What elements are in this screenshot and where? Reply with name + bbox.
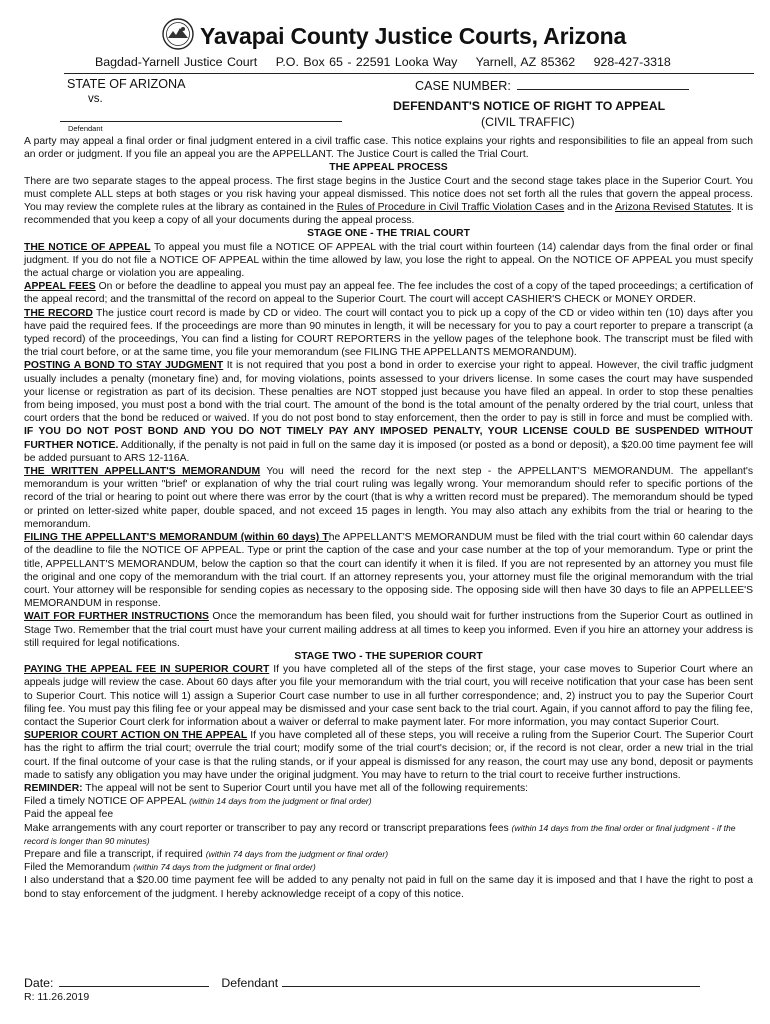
stage-one-heading: STAGE ONE - THE TRIAL COURT — [307, 228, 470, 240]
versus-label: vs. — [88, 93, 103, 105]
page-title: Yavapai County Justice Courts, Arizona — [200, 23, 627, 49]
acknowledgement-paragraph: I also understand that a $20.00 time payment fee will be added to any penalty not paid in full on the same day it is imposed and that I have the right to post a bond to stay enforcement of the judgment. I hereby acknowledge receipt of a copy of this notice. — [24, 875, 753, 900]
section-heading: PAYING THE APPEAL FEE IN SUPERIOR COURT — [24, 664, 270, 676]
appeal-process-text: and in the — [567, 202, 613, 214]
date-field[interactable] — [59, 975, 209, 987]
header-divider — [64, 73, 754, 74]
requirement-text: Prepare and file a transcript, if required — [24, 848, 203, 860]
notice-body — [24, 135, 753, 901]
requirement-text: Filed the Memorandum — [24, 862, 131, 874]
requirement-note: (within 14 days from the judgment or final order) — [189, 796, 372, 807]
county-seal-icon — [162, 18, 194, 50]
notice-of-appeal-section — [24, 241, 753, 281]
case-number-field[interactable] — [517, 78, 689, 90]
section-text: Additionally, if the penalty is not paid in full on the same day it is imposed (or posted as a bond or deposit), a $20.00 time payment fee will be added pursuant to ARS 12-116A. — [24, 439, 753, 464]
memorandum-section — [24, 465, 753, 531]
section-heading: SUPERIOR COURT ACTION ON THE APPEAL — [24, 730, 248, 742]
section-text: he APPELLANT'S MEMORANDUM must be filed with the trial court within 60 calendar days of the deadline to file the NOTICE OF APPEAL. Type or print the caption of the case and your case number at the top of your memorandum. Type or print the title, APPELLANT'S MEMORANDUM, below the caption so that the court can identify it when it is filed. If you are not represented by an attorney you must file the original and one copy of the memorandum with the trial court. If an attorney represents you, your attorney must file the original memorandum with the trial court. Your attorney will be responsible for sending copies as necessary to the opposing side. The opposing side will then have 30 days to file an APPELLEE'S MEMORANDUM in response. — [24, 532, 753, 610]
section-text: To appeal you must file a NOTICE OF APPEAL with the trial court within fourteen (14) calendar days from the final order or final judgment. If you do not file a NOTICE OF APPEAL within the time allowed by law, you lose the right to appeal. On the NOTICE OF APPEAL you must specify the actual charge or violation you are appealing. — [24, 241, 753, 280]
requirement-item — [24, 795, 753, 808]
requirement-item — [24, 808, 753, 821]
defendant-signature-field[interactable] — [282, 975, 700, 987]
bond-section — [24, 359, 753, 465]
appeal-process-paragraph — [24, 175, 753, 228]
requirement-note: (within 74 days from the judgment or final order) — [133, 862, 316, 873]
appeal-process-heading: THE APPEAL PROCESS — [329, 162, 448, 174]
section-text: You will need the record for the next step - the APPELLANT'S MEMORANDUM. The appellant's memorandum is your written "brief' or explanation of why the trial court ruling was legally wrong. Your memorandum should refer to specific portions of the record of the trial or hearing to point out where there was error by the court (that is why a written record must be prepared). The memorandum should be typed or printed on letter-sized white paper, double spaced, and not exceed 15 pages in length. You may also attach any exhibits from the trial or hearing to the memorandum. — [24, 466, 753, 530]
revision-date: R: 11.26.2019 — [24, 991, 90, 1003]
notice-title: DEFENDANT'S NOTICE OF RIGHT TO APPEAL — [393, 99, 666, 113]
section-text: If you have completed all of the steps of the first stage, your case moves to Superior Court where an appeals judge will review the case. About 60 days after you file your memorandum with the trial court, you will receive notification that your case has been sent to Superior Court. This notice will 1) assign a Superior Court case number to use in all further correspondence; and, 2) instruct you to pay the Superior Court filing fee. You must pay this filing fee or your appeal may be dismissed and your case sent back to the trial court. Again, if you cannot afford to pay the filing fee, contact the Superior Court clerk for information about a waiver or deferral to make payment later. For more information, you may contact Superior Court. — [24, 664, 753, 728]
appeal-process-text: . It is recommended that you keep a copy of all your documents during the appeal process. — [24, 202, 754, 227]
appeal-fees-section — [24, 280, 753, 306]
bond-warning: IF YOU DO NOT POST BOND AND YOU DO NOT TIMELY PAY ANY IMPOSED PENALTY, YOUR LICENSE COULD BE SUSPENDED WITHOUT FURTHER NOTICE. — [24, 426, 753, 451]
section-text: On or before the deadline to appeal you must pay an appeal fee. The fee includes the cost of a copy of the taped proceedings; a certification of the appeal record; and the transmittal of the record on appeal to the Superior Court. The court will accept CASHIER'S CHECK or MONEY ORDER. — [24, 281, 753, 306]
statutes-reference: Arizona Revised Statutes — [614, 202, 732, 214]
requirement-text: Make arrangements with any court reporter or transcriber to pay any record or transcript preparations fees — [24, 822, 509, 834]
section-text: If you have completed all of these steps, you will receive a ruling from the Superior Court. The Superior Court has the right to affirm the trial court; overrule the trial court; modify some of the trial court's decision; or, if the record is not clear, order a new trial in the trial court. If the final outcome of your case is that the ruling stands, or if your appeal is dismissed for any reason, the court may use any bond, deposit or payments made to satisfy any obligation you may have under the original judgment. You may have to return to the trial court to receive further instructions. — [24, 730, 753, 781]
case-number — [415, 78, 689, 93]
defendant-name-line[interactable] — [60, 121, 342, 122]
wait-section — [24, 610, 753, 650]
notice-subtitle: (CIVIL TRAFFIC) — [481, 115, 575, 129]
date-label: Date: — [24, 976, 54, 990]
court-address — [95, 55, 685, 70]
reminder-label: REMINDER: — [24, 782, 83, 794]
state-label: STATE OF ARIZONA — [67, 77, 186, 91]
section-heading: FILING THE APPELLANT'S MEMORANDUM (within 60 days) T — [24, 532, 329, 544]
requirement-item — [24, 861, 753, 874]
section-heading: THE RECORD — [24, 307, 93, 319]
requirement-note: (within 14 days from the final order or final judgment - if the record is longer than 90 minutes) — [24, 822, 736, 846]
section-text: It is not required that you post a bond in order to exercise your right to appeal. However, the civil traffic judgment usually includes a penalty (monetary fine) and, for moving violations, points assessed to your drivers license. In some cases the court may have suspended your license or registration as part of its decision. These penalties are NOT stopped just because you have filed an appeal. In order to stop these penalties from being imposed, you must post a bond with the trial court. The amount of the bond is the total amount of the penalty ordered by the trial court, unless that court orders that the bond be reduced or waived. If you do not post bond to stay enforcement, then the order to pay is still in force and must be complied with. — [24, 360, 753, 425]
defendant-signature-label: Defendant — [221, 976, 279, 990]
section-text: Once the memorandum has been filed, you should wait for further instructions from the Superior Court as outlined in Stage Two. Remember that the trial court must have your current mailing address at all times to keep you informed. Even if you hire an attorney your address is still required for legal notifications. — [24, 611, 753, 649]
section-heading: THE NOTICE OF APPEAL — [24, 241, 151, 253]
paying-fee-section — [24, 663, 753, 729]
city-state-zip: Yarnell, AZ 85362 — [475, 55, 576, 69]
section-text: The justice court record is made by CD or video. The court will contact you to pick up a copy of the CD or video within ten (10) days after you have paid the required fees. If the proceedings are more than 90 minutes in length, it will be necessary for you to pay a court reporter to prepare a transcript (a typed record) of the proceedings, You can find a listing for COURT REPORTERS in the yellow pages of the telephone book. The transcript must be filed with the trial court before, or at the same time, you file your memorandum (see FILING THE APPELLANTS MEMORANDUM). — [24, 307, 753, 359]
signature-block — [24, 975, 700, 990]
phone-number: 928-427-3318 — [593, 55, 671, 69]
defendant-label: Defendant — [68, 124, 103, 133]
section-heading: POSTING A BOND TO STAY JUDGMENT — [24, 360, 224, 372]
section-heading: APPEAL FEES — [24, 281, 96, 293]
intro-paragraph: A party may appeal a final order or final judgment entered in a civil traffic case. This notice explains your rights and responsibilities to file an appeal from such an order or judgment. If you file an appeal you are the APPELLANT. The Justice Court is called the Trial Court. — [24, 136, 753, 161]
record-section — [24, 307, 753, 360]
court-name: Bagdad-Yarnell Justice Court — [95, 55, 258, 69]
requirement-item — [24, 822, 753, 848]
requirement-text: Paid the appeal fee — [24, 809, 114, 821]
rules-reference: Rules of Procedure in Civil Traffic Violation Cases — [336, 202, 565, 214]
filing-section — [24, 531, 753, 610]
stage-two-heading: STAGE TWO - THE SUPERIOR COURT — [294, 650, 483, 662]
appeal-process-text: There are two separate stages to the appeal process. The first stage begins in the Justice Court and the second stage takes place in the Superior Court. You must complete ALL steps at both stages or you risk having your appeal dismissed. This notice does not set forth all the rules that govern the appeal process. You may review the complete rules at the library as contained in the — [24, 175, 753, 214]
section-heading: THE WRITTEN APPELLANT'S MEMORANDUM — [24, 466, 261, 478]
reminder — [24, 782, 753, 795]
section-heading: WAIT FOR FURTHER INSTRUCTIONS — [24, 611, 209, 623]
case-number-label: CASE NUMBER: — [415, 79, 511, 93]
requirement-text: Filed a timely NOTICE OF APPEAL — [24, 796, 187, 808]
po-box: P.O. Box 65 - 22591 Looka Way — [275, 55, 458, 69]
reminder-text: The appeal will not be sent to Superior Court until you have met all of the following requirements: — [82, 782, 529, 794]
superior-action-section — [24, 729, 753, 782]
requirement-note: (within 74 days from the judgment or final order) — [205, 848, 389, 859]
requirement-item — [24, 848, 753, 861]
